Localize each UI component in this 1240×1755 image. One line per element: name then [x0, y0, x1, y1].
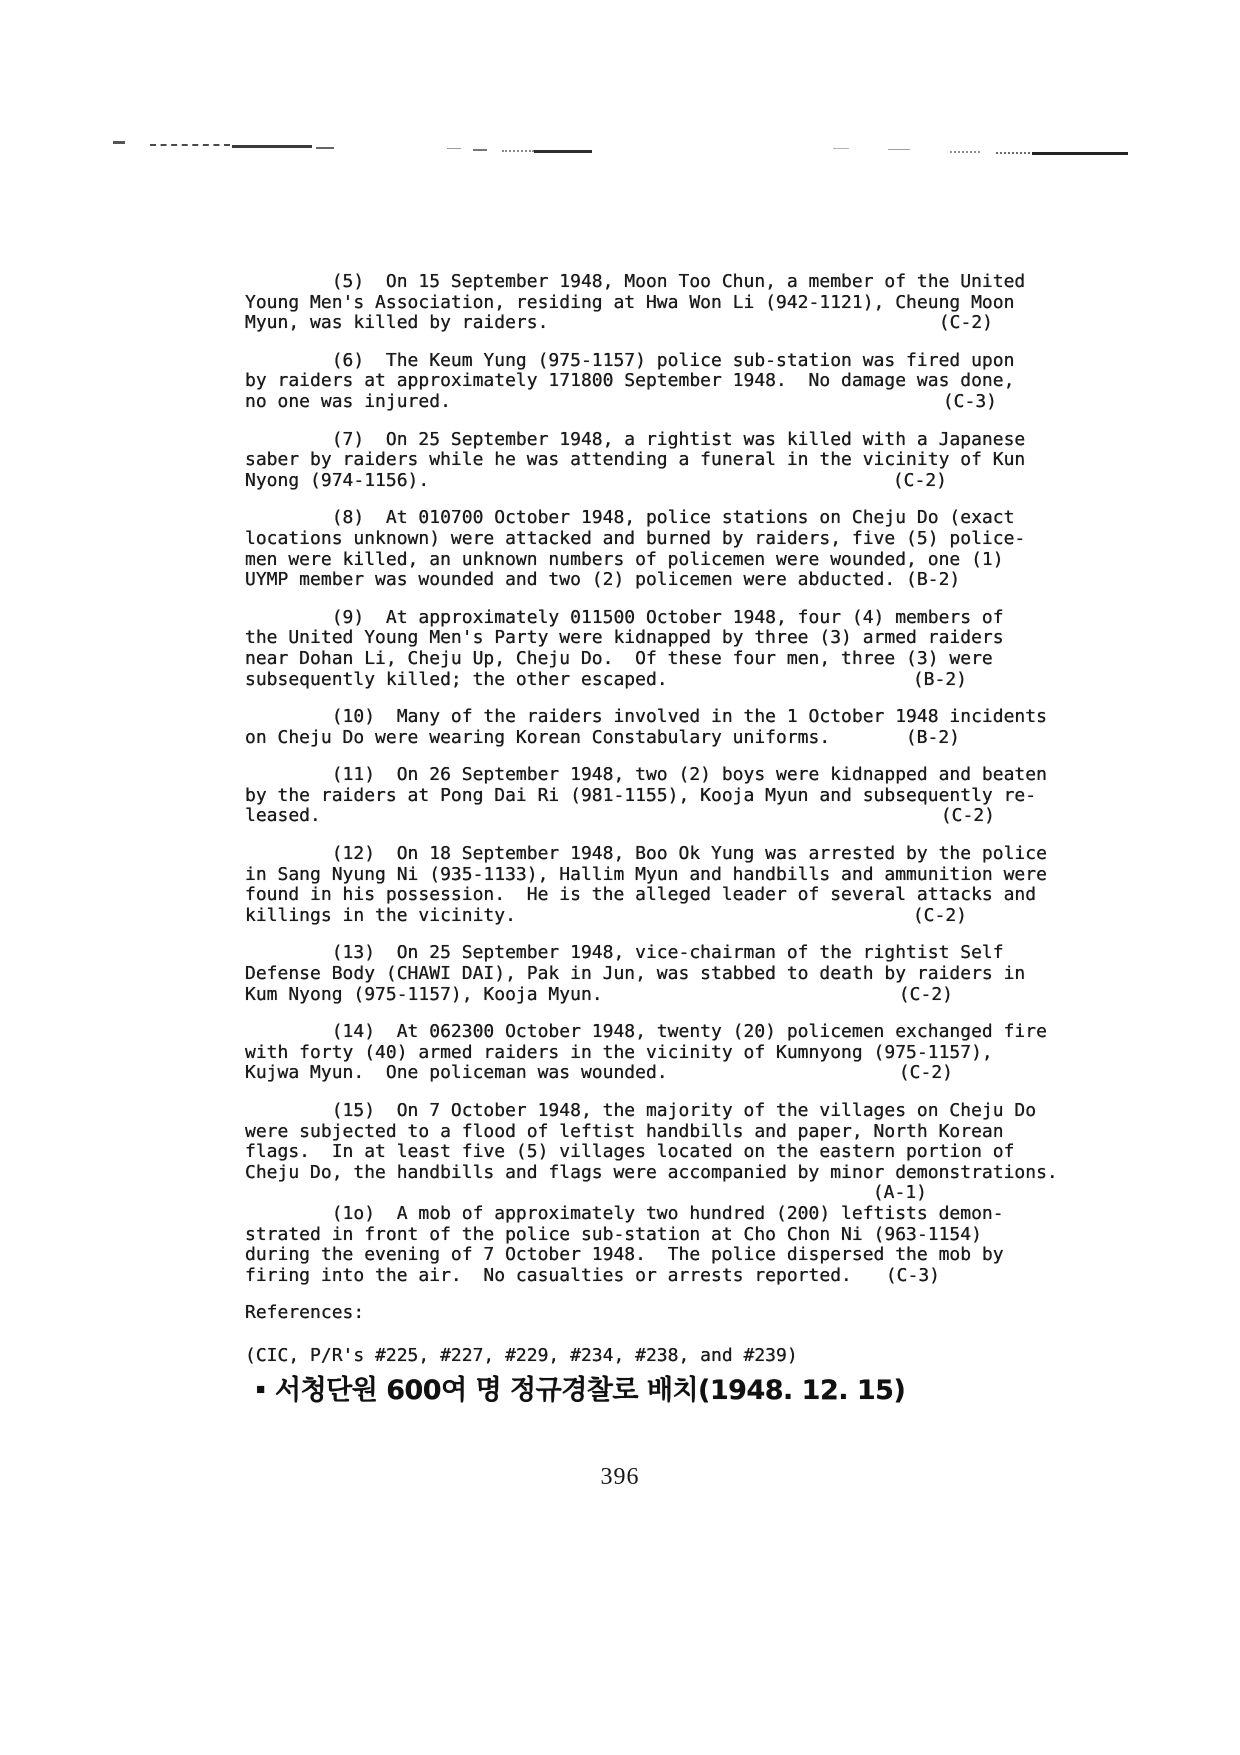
paragraph-item-11	[245, 765, 1045, 827]
classification-code: (C-2)	[938, 312, 993, 334]
text-line: (12) On 18 September 1948, Boo Ok Yung was arrested by the police	[245, 843, 1047, 865]
scan-artifact	[534, 150, 592, 153]
paragraph-item-14	[245, 1022, 1045, 1084]
text-line: killings in the vicinity. (C-2)	[245, 904, 967, 926]
text-line: (7) On 25 September 1948, a rightist was killed with a Japanese	[245, 428, 1026, 450]
references-citation: (CIC, P/R's #225, #227, #229, #234, #238, and #239)	[245, 1344, 798, 1366]
text-line: (1o) A mob of approximately two hundred (200) leftists demon-	[245, 1202, 1004, 1224]
text-line: flags. In at least five (5) villages located on the eastern portion of	[245, 1141, 1015, 1163]
text-line: Defense Body (CHAWI DAI), Pak in Jun, was stabbed to death by raiders in	[245, 963, 1026, 985]
paragraph-item-10	[245, 707, 1045, 748]
text-line: Kum Nyong (975-1157), Kooja Myun. (C-2)	[245, 983, 953, 1005]
text-line: the United Young Men's Party were kidnapped by three (3) armed raiders	[245, 627, 1004, 649]
text-line: Young Men's Association, residing at Hwa Won Li (942-1121), Cheung Moon	[245, 291, 1015, 313]
references-heading: References:	[245, 1302, 365, 1324]
scan-artifact	[1032, 152, 1128, 155]
text-line	[245, 1183, 1045, 1204]
paragraph-item-6	[245, 351, 1045, 413]
text-line: (15) On 7 October 1948, the majority of the villages on Cheju Do	[245, 1100, 1037, 1121]
text-line: (8) At 010700 October 1948, police stations on Cheju Do (exact	[245, 507, 1015, 529]
text-line: no one was injured. (C-3)	[245, 390, 997, 412]
scan-artifact	[316, 147, 334, 149]
classification-code: (C-2)	[892, 469, 947, 491]
text-line: saber by raiders while he was attending a funeral in the vicinity of Kun	[245, 449, 1026, 471]
classification-code: (C-2)	[940, 805, 995, 827]
paragraph-item-13	[245, 943, 1045, 1005]
scan-artifact	[447, 148, 461, 149]
paragraph-item-7	[245, 430, 1045, 492]
scan-artifact	[950, 151, 980, 153]
text-line: on Cheju Do were wearing Korean Constabulary uniforms. (B-2)	[245, 726, 960, 748]
classification-code: (C-3)	[942, 390, 997, 412]
classification-code: (C-2)	[912, 904, 967, 926]
text-line: (5) On 15 September 1948, Moon Too Chun, a member of the United	[245, 271, 1026, 292]
page-number: 396	[600, 1464, 640, 1490]
text-line: Myun, was killed by raiders. (C-2)	[245, 312, 993, 334]
text-line: (10) Many of the raiders involved in the 1 October 1948 incidents	[245, 706, 1047, 728]
text-line: by the raiders at Pong Dai Ri (981-1155), Kooja Myun and subsequently re-	[245, 784, 1037, 806]
text-line: locations unknown) were attacked and burned by raiders, five (5) police-	[245, 527, 1026, 549]
scan-artifact	[113, 141, 125, 144]
text-line: Kujwa Myun. One policeman was wounded. (C-2)	[245, 1062, 953, 1084]
korean-annotation	[256, 1368, 905, 1407]
scan-artifact	[232, 145, 312, 148]
scan-artifact	[502, 150, 534, 152]
text-line: during the evening of 7 October 1948. The police dispersed the mob by	[245, 1244, 1004, 1266]
classification-code: (C-2)	[898, 983, 953, 1005]
paragraph-item-9	[245, 608, 1045, 690]
square-bullet-icon: ▪	[256, 1380, 265, 1397]
classification-code: (C-3)	[885, 1264, 940, 1286]
paragraph-item-12	[245, 844, 1045, 926]
scan-artifact	[996, 152, 1034, 154]
text-line: found in his possession. He is the alleged leader of several attacks and	[245, 884, 1037, 906]
paragraph-item-8	[245, 508, 1045, 590]
text-line: strated in front of the police sub-station at Cho Chon Ni (963-1154)	[245, 1223, 982, 1245]
text-line: in Sang Nyung Ni (935-1133), Hallim Myun and handbills and ammunition were	[245, 863, 1047, 885]
paragraph-item-16	[245, 1204, 1045, 1286]
text-line: firing into the air. No casualties or arrests reported. (C-3)	[245, 1264, 940, 1286]
text-line: were subjected to a flood of leftist handbills and paper, North Korean	[245, 1120, 1004, 1142]
text-line: Nyong (974-1156). (C-2)	[245, 469, 947, 491]
classification-code: (B-2)	[912, 668, 967, 690]
korean-annotation-text: 서청단원 600여 명 정규경찰로 배치(1948. 12. 15)	[275, 1375, 906, 1406]
text-line: subsequently killed; the other escaped. (B-2)	[245, 668, 967, 690]
document-body	[245, 271, 1058, 1367]
scan-artifact	[473, 149, 487, 151]
text-line: leased. (C-2)	[245, 805, 995, 827]
text-line: (11) On 26 September 1948, two (2) boys were kidnapped and beaten	[245, 764, 1047, 786]
text-line: (9) At approximately 011500 October 1948, four (4) members of	[245, 606, 1004, 628]
text-line: by raiders at approximately 171800 September 1948. No damage was done,	[245, 370, 1015, 392]
scan-artifact	[150, 144, 230, 146]
scan-artifact	[888, 149, 910, 150]
text-line: (14) At 062300 October 1948, twenty (20) policemen exchanged fire	[245, 1021, 1047, 1043]
text-line: with forty (40) armed raiders in the vicinity of Kumnyong (975-1157),	[245, 1041, 993, 1063]
paragraph-item-5	[245, 272, 1045, 334]
text-line: men were killed, an unknown numbers of policemen were wounded, one (1)	[245, 548, 1004, 570]
text-line: Cheju Do, the handbills and flags were accompanied by minor demonstrations.	[245, 1161, 1058, 1183]
classification-code: (C-2)	[898, 1062, 953, 1084]
scan-artifact	[833, 148, 849, 149]
paragraph-item-15	[245, 1100, 1058, 1204]
text-line: (13) On 25 September 1948, vice-chairman of the rightist Self	[245, 942, 1004, 964]
text-line: (6) The Keum Yung (975-1157) police sub-station was fired upon	[245, 349, 1015, 371]
classification-code: (A-1)	[872, 1182, 927, 1204]
text-line: UYMP member was wounded and two (2) policemen were abducted. (B-2)	[245, 569, 961, 591]
text-line: near Dohan Li, Cheju Up, Cheju Do. Of these four men, three (3) were	[245, 647, 993, 669]
classification-code: (B-2)	[905, 726, 960, 748]
